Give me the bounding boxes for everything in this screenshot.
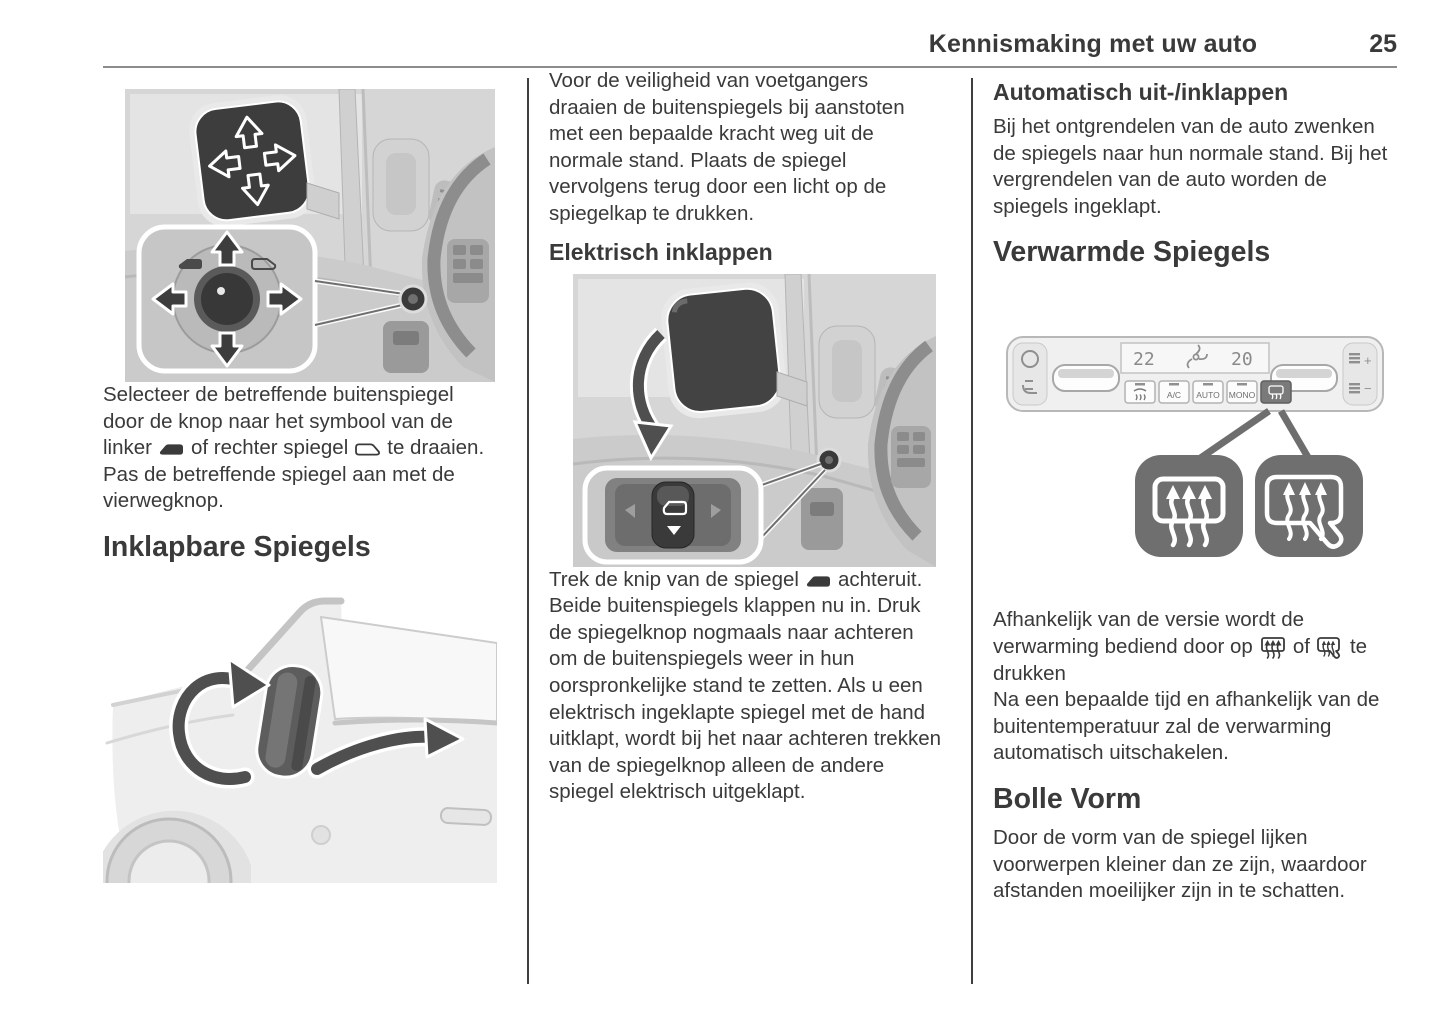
door-handle [441, 808, 492, 826]
text-run: Selecteer de betreffende buitenspiegel door de knop naar het symbool van de linker [103, 383, 454, 460]
folding-mirror-svg [103, 573, 497, 883]
climate-panel-svg [993, 323, 1397, 563]
mirror-adjust-illustration [125, 89, 497, 382]
folding-mirror-illustration [103, 573, 497, 883]
temp-left: 22 [1133, 349, 1155, 371]
ac-button-label: A/C [1166, 390, 1182, 401]
column-separator-2 [971, 78, 973, 984]
column-layout [103, 68, 1397, 1010]
heading-elektrisch-inklappen: Elektrisch inklappen [549, 238, 773, 265]
auto-button-label: AUTO [1196, 390, 1220, 401]
column-1 [103, 68, 497, 1010]
chapter-title: Kennismaking met uw auto [928, 30, 1258, 58]
heading-automatisch-uitinklappen: Automatisch uit-/inklappen [993, 79, 1289, 105]
heading-verwarmde-spiegels: Verwarmde Spiegels [993, 236, 1271, 269]
heading-bolle-vorm: Bolle Vorm [993, 782, 1142, 815]
page-number: 25 [1369, 30, 1397, 58]
right-mirror-icon [354, 442, 381, 457]
exterior-mirror [186, 92, 318, 229]
mono-button-label: MONO [1228, 390, 1256, 401]
column-separator-1 [527, 78, 529, 984]
four-way-knob-callout [139, 227, 315, 371]
text-run: te draaien. Pas de betreffende spiegel aan met de vierwegknop. [103, 436, 485, 513]
mirror-heating-tile [1255, 455, 1363, 557]
mirror-heating-icon [1315, 634, 1345, 660]
pedestrian-safety-paragraph: Voor de veiligheid van voetgangers draaien de buitenspiegels bij aanstoten met een bepaalde kracht weg uit de normale stand. Plaats de spiegel vervolgens terug door een licht op de spiegelkap te drukken. [549, 69, 905, 225]
fold-instructions-paragraph [549, 567, 941, 806]
exterior-mirror [658, 279, 789, 421]
heating-timer-paragraph: Na een bepaalde tijd en afhankelijk van de buitentemperatuur zal de verwarming automatisch uitschakelen. [993, 688, 1380, 765]
svg-text:−: − [1364, 381, 1372, 397]
rear-window-heating-tile [1135, 455, 1243, 557]
mirror-adjust-svg [125, 89, 495, 382]
mirror-select-paragraph [103, 382, 497, 515]
svg-text:+: + [1364, 353, 1372, 369]
text-run: achteruit. Beide buitenspiegels klappen nu in. Druk de spiegelknop nogmaals naar achteren om de buitenspiegels weer in hun oorspronkelijke stand te zetten. Als u een elektrisch ingeklapte spiegel met de hand uitklapt, wordt bij het naar achteren trekken van de spiegelknop alleen de andere spiegel elektrisch uitgeklapt. [549, 567, 941, 804]
heading-inklapbare-spiegels: Inklapbare Spiegels [103, 530, 371, 563]
climate-control-panel [1007, 337, 1383, 411]
column-2 [549, 68, 941, 1010]
mirror-switch-callout [585, 468, 761, 562]
rear-heating-button [1261, 381, 1291, 403]
left-mirror-icon [158, 442, 185, 457]
text-run: Afhankelijk van de versie wordt de verwarming bediend door op [993, 608, 1305, 658]
text-run: of [1292, 634, 1310, 658]
electric-folding-svg [573, 274, 936, 567]
left-mirror-icon [805, 574, 832, 589]
rear-window-heating-icon [1258, 634, 1288, 660]
convex-shape-paragraph: Door de vorm van de spiegel lijken voorwerpen kleiner dan ze zijn, waardoor afstanden moeilijker zijn in te schatten. [993, 825, 1367, 903]
electric-folding-illustration [573, 274, 941, 567]
heating-control-paragraph [993, 607, 1397, 687]
text-run: Trek de knip van de spiegel [549, 567, 799, 591]
page-header [103, 30, 1397, 59]
text-run: te drukken [993, 634, 1368, 685]
column-3 [993, 68, 1397, 1010]
text-run: of rechter spiegel [191, 436, 349, 460]
heated-mirror-illustration [993, 323, 1397, 563]
temp-right: 20 [1231, 349, 1253, 371]
auto-fold-paragraph: Bij het ontgrendelen van de auto zwenken de spiegels naar hun normale stand. Bij het vergrendelen van de auto worden de spiegels ingeklapt. [993, 115, 1388, 218]
